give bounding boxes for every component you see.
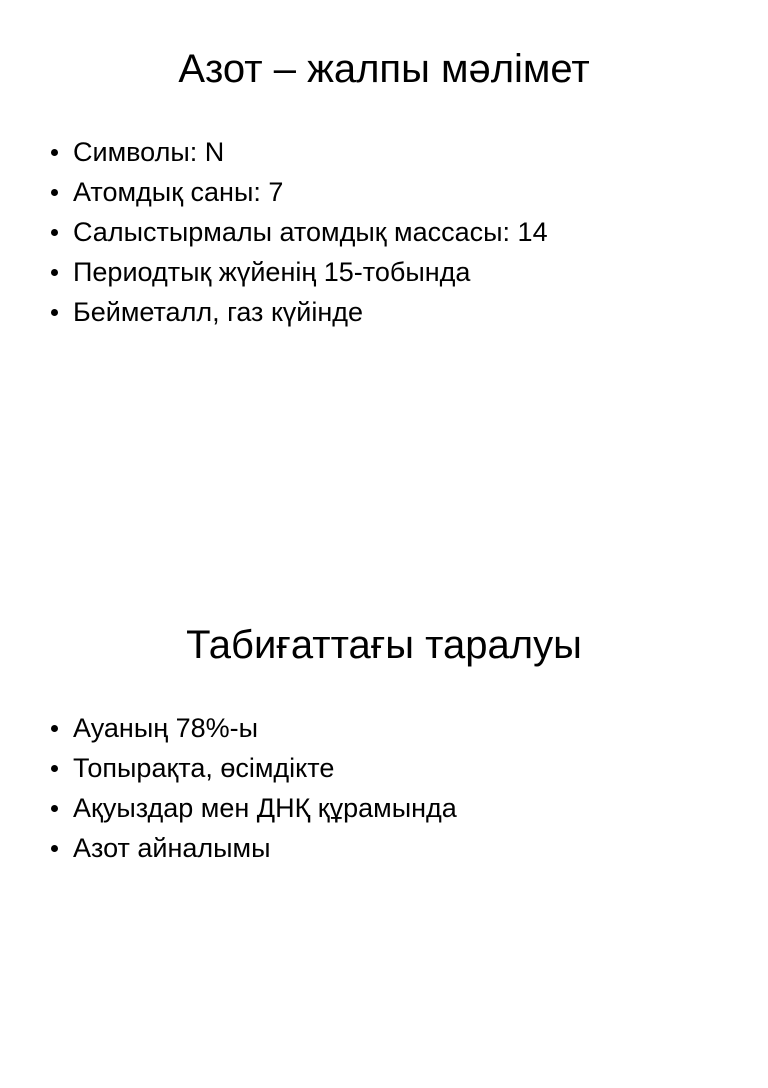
bullet-item <box>49 172 548 212</box>
bullet-item <box>49 292 548 332</box>
bullet-item <box>49 252 548 292</box>
bullet-text: Периодтық жүйенің 15-тобында <box>73 257 471 287</box>
bullet-dot-icon <box>51 149 58 156</box>
bullet-item <box>49 212 548 252</box>
bullet-dot-icon <box>51 309 58 316</box>
bullet-text: Ауаның 78%-ы <box>73 713 259 743</box>
slide-general-info <box>0 0 768 512</box>
bullet-item <box>49 788 457 828</box>
bullet-text: Топырақта, өсімдікте <box>73 753 335 783</box>
bullet-dot-icon <box>51 725 58 732</box>
bullet-dot-icon <box>51 269 58 276</box>
bullet-text: Ақуыздар мен ДНҚ құрамында <box>73 793 457 823</box>
bullet-dot-icon <box>51 805 58 812</box>
bullet-item <box>49 132 548 172</box>
bullet-dot-icon <box>51 189 58 196</box>
bullet-text: Бейметалл, газ күйінде <box>73 297 364 327</box>
bullet-text: Символы: N <box>73 137 225 167</box>
slide-distribution <box>0 576 768 1088</box>
bullet-dot-icon <box>51 229 58 236</box>
bullet-list <box>49 708 457 868</box>
bullet-dot-icon <box>51 845 58 852</box>
slide-title: Табиғаттағы таралуы <box>186 623 582 667</box>
bullet-item <box>49 748 457 788</box>
bullet-text: Атомдық саны: 7 <box>73 177 284 207</box>
bullet-dot-icon <box>51 765 58 772</box>
bullet-list <box>49 132 548 332</box>
slide-title: Азот – жалпы мәлімет <box>178 47 590 91</box>
bullet-item <box>49 708 457 748</box>
bullet-text: Азот айналымы <box>73 833 271 863</box>
bullet-text: Салыстырмалы атомдық массасы: 14 <box>73 217 548 247</box>
bullet-item <box>49 828 457 868</box>
